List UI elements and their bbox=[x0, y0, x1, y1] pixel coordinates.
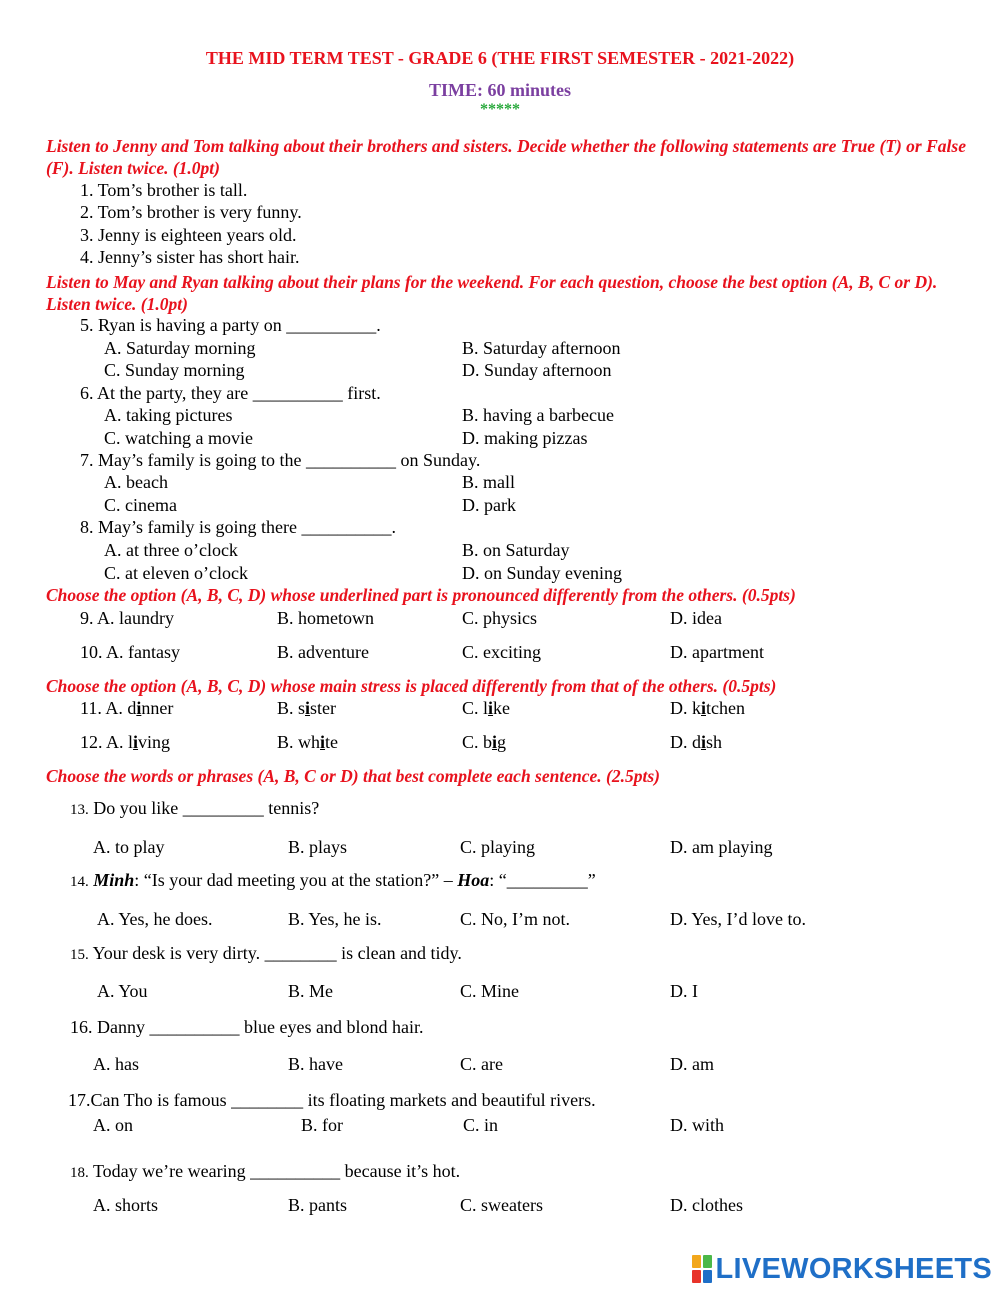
option-14b[interactable]: B. Yes, he is. bbox=[288, 909, 382, 929]
option-9b[interactable]: B. hometown bbox=[277, 608, 374, 628]
option-13a[interactable]: A. to play bbox=[93, 837, 165, 857]
option-6b[interactable]: B. having a barbecue bbox=[462, 405, 614, 425]
time-limit: TIME: 60 minutes bbox=[428, 80, 571, 100]
option-14d[interactable]: D. Yes, I’d love to. bbox=[670, 909, 807, 929]
instruction-part1: Listen to Jenny and Tom talking about their brothers and sisters. Decide whether the following statements are True (T) or False (F). Listen twice. (1.0pt) bbox=[46, 136, 966, 178]
option-8c[interactable]: C. at eleven o’clock bbox=[104, 563, 248, 583]
option-8a[interactable]: A. at three o’clock bbox=[104, 540, 238, 560]
option-5c[interactable]: C. Sunday morning bbox=[104, 360, 245, 380]
option-12d[interactable]: D. dish bbox=[670, 732, 723, 752]
option-7c[interactable]: C. cinema bbox=[104, 495, 177, 515]
question-13-stem: 13. Do you like _________ tennis? bbox=[70, 798, 320, 818]
question-18-stem: 18. Today we’re wearing __________ because it’s hot. bbox=[70, 1161, 461, 1181]
option-11d[interactable]: D. kitchen bbox=[670, 698, 745, 718]
option-10a[interactable]: 10. A. fantasy bbox=[80, 642, 180, 662]
option-6a[interactable]: A. taking pictures bbox=[104, 405, 233, 425]
option-9a[interactable]: 9. A. laundry bbox=[80, 608, 174, 628]
option-12b[interactable]: B. white bbox=[277, 732, 339, 752]
option-10b[interactable]: B. adventure bbox=[277, 642, 369, 662]
question-14-stem: 14. Minh: “Is your dad meeting you at the station?” – Hoa: “_________” bbox=[70, 870, 596, 890]
option-5b[interactable]: B. Saturday afternoon bbox=[462, 338, 621, 358]
option-15a[interactable]: A. You bbox=[97, 981, 148, 1001]
option-15d[interactable]: D. I bbox=[670, 981, 698, 1001]
option-12a[interactable]: 12. A. living bbox=[80, 732, 171, 752]
option-8d[interactable]: D. on Sunday evening bbox=[462, 563, 622, 583]
option-7b[interactable]: B. mall bbox=[462, 472, 515, 492]
option-16d[interactable]: D. am bbox=[670, 1054, 714, 1074]
option-15b[interactable]: B. Me bbox=[288, 981, 333, 1001]
option-13c[interactable]: C. playing bbox=[460, 837, 535, 857]
question-5-stem: 5. Ryan is having a party on __________. bbox=[80, 315, 381, 335]
question-6-stem: 6. At the party, they are __________ first. bbox=[80, 383, 381, 403]
option-7a[interactable]: A. beach bbox=[104, 472, 168, 492]
option-10d[interactable]: D. apartment bbox=[670, 642, 764, 662]
option-18d[interactable]: D. clothes bbox=[670, 1195, 743, 1215]
question-17-stem: 17.Can Tho is famous ________ its floating markets and beautiful rivers. bbox=[68, 1090, 596, 1110]
liveworksheets-logo-text: LIVEWORKSHEETS bbox=[715, 1253, 992, 1285]
option-17b[interactable]: B. for bbox=[301, 1115, 343, 1135]
question-15-stem: 15. Your desk is very dirty. ________ is clean and tidy. bbox=[70, 943, 462, 963]
option-11c[interactable]: C. like bbox=[462, 698, 511, 718]
instruction-part2: Listen to May and Ryan talking about their plans for the weekend. For each question, choose the best option (A, B, C or D). Listen twice. (1.0pt) bbox=[46, 272, 938, 314]
liveworksheets-logo[interactable] bbox=[692, 1254, 993, 1284]
option-14c[interactable]: C. No, I’m not. bbox=[460, 909, 570, 929]
option-12c[interactable]: C. big bbox=[462, 732, 507, 752]
instruction-part4: Choose the option (A, B, C, D) whose main stress is placed differently from that of the others. (0.5pts) bbox=[46, 676, 777, 696]
option-13b[interactable]: B. plays bbox=[288, 837, 348, 857]
option-13d[interactable]: D. am playing bbox=[670, 837, 773, 857]
statement-4: 4. Jenny’s sister has short hair. bbox=[80, 247, 300, 267]
statement-3: 3. Jenny is eighteen years old. bbox=[80, 225, 297, 245]
option-5a[interactable]: A. Saturday morning bbox=[104, 338, 256, 358]
question-8-stem: 8. May’s family is going there __________. bbox=[80, 517, 396, 537]
option-14a[interactable]: A. Yes, he does. bbox=[97, 909, 213, 929]
option-18a[interactable]: A. shorts bbox=[93, 1195, 159, 1215]
statement-2: 2. Tom’s brother is very funny. bbox=[80, 202, 302, 222]
logo-square-2 bbox=[703, 1255, 712, 1268]
option-11b[interactable]: B. sister bbox=[277, 698, 337, 718]
option-16b[interactable]: B. have bbox=[288, 1054, 343, 1074]
option-15c[interactable]: C. Mine bbox=[460, 981, 520, 1001]
option-16c[interactable]: C. are bbox=[460, 1054, 503, 1074]
option-18b[interactable]: B. pants bbox=[288, 1195, 348, 1215]
instruction-part3: Choose the option (A, B, C, D) whose underlined part is pronounced differently from the others. (0.5pts) bbox=[46, 585, 796, 605]
option-8b[interactable]: B. on Saturday bbox=[462, 540, 570, 560]
option-6c[interactable]: C. watching a movie bbox=[104, 428, 253, 448]
page-title: THE MID TERM TEST - GRADE 6 (THE FIRST SEMESTER - 2021-2022) bbox=[205, 48, 795, 68]
liveworksheets-logo-icon bbox=[692, 1255, 712, 1283]
option-11a[interactable]: 11. A. dinner bbox=[80, 698, 174, 718]
statement-1: 1. Tom’s brother is tall. bbox=[80, 180, 248, 200]
option-16a[interactable]: A. has bbox=[93, 1054, 139, 1074]
option-7d[interactable]: D. park bbox=[462, 495, 516, 515]
logo-square-1 bbox=[692, 1255, 701, 1268]
question-7-stem: 7. May’s family is going to the __________ on Sunday. bbox=[80, 450, 481, 470]
instruction-part5: Choose the words or phrases (A, B, C or D) that best complete each sentence. (2.5pts) bbox=[46, 766, 660, 786]
logo-square-4 bbox=[703, 1270, 712, 1283]
option-17c[interactable]: C. in bbox=[463, 1115, 499, 1135]
stars-divider: ***** bbox=[480, 101, 520, 118]
logo-square-3 bbox=[692, 1270, 701, 1283]
question-16-stem: 16. Danny __________ blue eyes and blond hair. bbox=[70, 1017, 424, 1037]
option-17d[interactable]: D. with bbox=[670, 1115, 724, 1135]
option-17a[interactable]: A. on bbox=[93, 1115, 133, 1135]
option-5d[interactable]: D. Sunday afternoon bbox=[462, 360, 612, 380]
option-9d[interactable]: D. idea bbox=[670, 608, 722, 628]
option-6d[interactable]: D. making pizzas bbox=[462, 428, 588, 448]
option-10c[interactable]: C. exciting bbox=[462, 642, 541, 662]
option-9c[interactable]: C. physics bbox=[462, 608, 538, 628]
option-18c[interactable]: C. sweaters bbox=[460, 1195, 543, 1215]
